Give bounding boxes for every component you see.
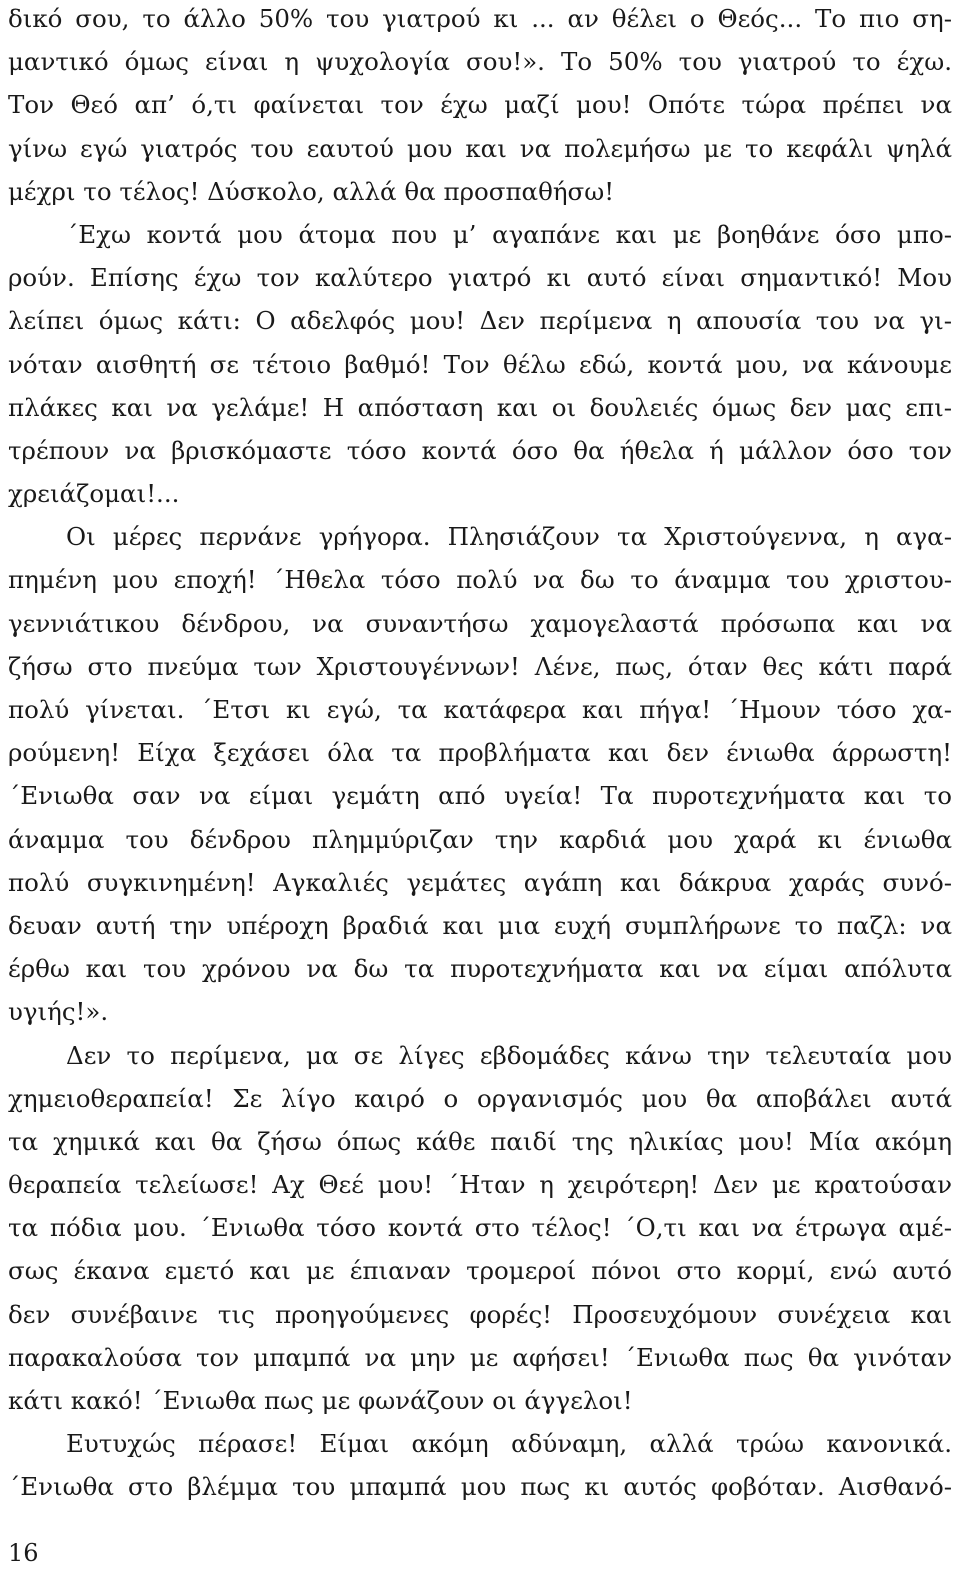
text-line: ΄Ενιωθα στο βλέμμα του μπαμπά μου πως κι αυτός φοβόταν. Αισθανό- [8, 1472, 952, 1502]
text-line: τα χημικά και θα ζήσω όπως κάθε παιδί της ηλικίας μου! Μία ακόμη [8, 1126, 952, 1156]
text-line: ΄Εχω κοντά μου άτομα που μ’ αγαπάνε και με βοηθάνε όσο μπο- [66, 219, 952, 249]
text-line: λείπει όμως κάτι: Ο αδελφός μου! Δεν περίμενα η απουσία του να γι- [8, 306, 952, 336]
text-line: δικό σου, το άλλο 50% του γιατρού κι ... αν θέλει ο Θεός... Το πιο ση- [8, 4, 952, 33]
text-line: ρούν. Επίσης έχω τον καλύτερο γιατρό κι αυτό είναι σημαντικό! Μου [8, 263, 952, 293]
text-line: δευαν αυτή την υπέροχη βραδιά και μια ευχή συμπλήρωνε το παζλ: να [8, 910, 952, 940]
text-line: γίνω εγώ γιατρός του εαυτού μου και να πολεμήσω με το κεφάλι ψηλά [8, 133, 952, 163]
text-line: νόταν αισθητή σε τέτοιο βαθμό! Τον θέλω εδώ, κοντά μου, να κάνουμε [8, 349, 952, 379]
text-line: χρειάζομαι!... [8, 479, 180, 509]
text-line: πολύ συγκινημένη! Αγκαλιές γεμάτες αγάπη και δάκρυα χαράς συνό- [8, 867, 952, 897]
text-line: σως έκανα εμετό και με έπιαναν τρομεροί πόνοι στο κορμί, ενώ αυτό [8, 1256, 952, 1286]
text-line: παρακαλούσα τον μπαμπά να μην με αφήσει! ΄Ενιωθα πως θα γινόταν [8, 1342, 952, 1372]
text-line: τρέπουν να βρισκόμαστε τόσο κοντά όσο θα ήθελα ή μάλλον όσο τον [8, 435, 952, 465]
page-number: 16 [8, 1539, 39, 1567]
text-line: δεν συνέβαινε τις προηγούμενες φορές! Προσευχόμουν συνέχεια και [8, 1299, 952, 1329]
text-line: κάτι κακό! ΄Ενιωθα πως με φωνάζουν οι άγγελοι! [8, 1386, 633, 1415]
text-line: μαντικό όμως είναι η ψυχολογία σου!». Το 50% του γιατρού το έχω. [8, 47, 952, 77]
text-line: γεννιάτικου δένδρου, να συναντήσω χαμογελαστά πρόσωπα και να [8, 608, 952, 638]
text-line: υγιής!». [8, 997, 109, 1027]
text-line: χημειοθεραπεία! Σε λίγο καιρό ο οργανισμός μου θα αποβάλει αυτά [8, 1083, 952, 1113]
text-line: ρούμενη! Είχα ξεχάσει όλα τα προβλήματα και δεν ένιωθα άρρωστη! [8, 738, 952, 768]
text-line: τα πόδια μου. ΄Ενιωθα τόσο κοντά στο τέλος! ΄Ο,τι και να έτρωγα αμέ- [8, 1213, 952, 1243]
text-line: ΄Ενιωθα σαν να είμαι γεμάτη από υγεία! Τα πυροτεχνήματα και το [8, 781, 952, 811]
text-line: θεραπεία τελείωσε! Αχ Θεέ μου! ΄Ηταν η χειρότερη! Δεν με κρατούσαν [8, 1170, 952, 1200]
text-line: πημένη μου εποχή! ΄Ηθελα τόσο πολύ να δω το άναμμα του χριστου- [8, 565, 952, 595]
body-text [8, 0, 952, 1509]
text-line: έρθω και του χρόνου να δω τα πυροτεχνήματα και να είμαι απόλυτα [8, 954, 952, 984]
text-line: Τον Θεό απ’ ό,τι φαίνεται τον έχω μαζί μου! Οπότε τώρα πρέπει να [8, 90, 952, 120]
text-line: Δεν το περίμενα, μα σε λίγες εβδομάδες κάνω την τελευταία μου [66, 1040, 952, 1070]
text-line: μέχρι το τέλος! Δύσκολο, αλλά θα προσπαθήσω! [8, 176, 615, 206]
text-line: ζήσω στο πνεύμα των Χριστουγέννων! Λένε, πως, όταν θες κάτι παρά [8, 651, 952, 681]
text-line: πλάκες και να γελάμε! Η απόσταση και οι δουλειές όμως δεν μας επι- [8, 392, 952, 422]
text-line: Οι μέρες περνάνε γρήγορα. Πλησιάζουν τα Χριστούγεννα, η αγα- [66, 522, 952, 552]
text-line: Ευτυχώς πέρασε! Είμαι ακόμη αδύναμη, αλλά τρώω κανονικά. [66, 1429, 952, 1459]
text-line: άναμμα του δένδρου πλημμύριζαν την καρδιά μου χαρά κι ένιωθα [8, 824, 952, 854]
text-line: πολύ γίνεται. ΄Ετσι κι εγώ, τα κατάφερα και πήγα! ΄Ημουν τόσο χα- [8, 695, 952, 724]
